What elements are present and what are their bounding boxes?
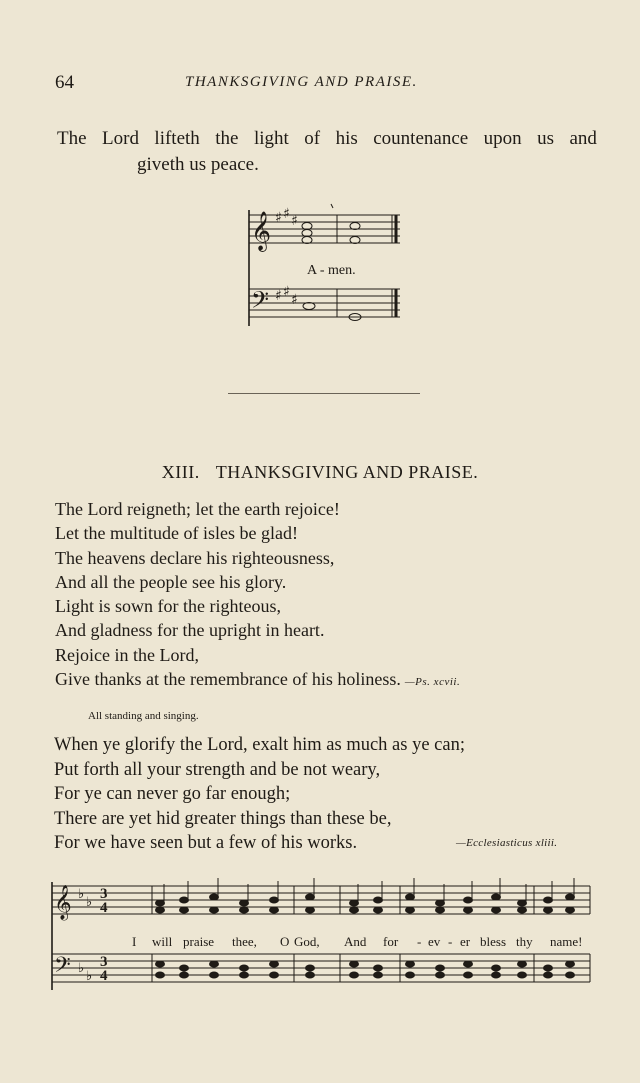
note-head bbox=[406, 972, 415, 978]
note-head bbox=[306, 907, 315, 913]
note-head bbox=[210, 961, 219, 967]
note-head bbox=[306, 965, 315, 971]
bass-clef-icon: 𝄢 bbox=[54, 953, 71, 983]
note-head bbox=[492, 907, 501, 913]
note-head bbox=[464, 897, 473, 903]
sharp-icon: ♯ bbox=[275, 288, 282, 304]
ecclesiasticus-line: For we have seen but a few of his works. bbox=[54, 833, 358, 853]
note-head bbox=[240, 972, 249, 978]
hymn-lyric-syllable: I bbox=[132, 934, 137, 949]
sharp-icon: ♯ bbox=[275, 210, 282, 226]
hymn-lyric-syllable: ev bbox=[428, 934, 441, 949]
psalm-line: Rejoice in the Lord, bbox=[55, 644, 199, 665]
note-head bbox=[518, 900, 527, 906]
note-head bbox=[210, 894, 219, 900]
time-signature-bottom: 4 bbox=[100, 900, 108, 916]
hymn-lyric-syllable: thy bbox=[516, 934, 533, 949]
intro-verse bbox=[57, 126, 597, 178]
time-signature-top: 3 bbox=[100, 954, 108, 970]
note-head bbox=[350, 907, 359, 913]
note-head bbox=[180, 907, 189, 913]
intro-verse-word: of bbox=[304, 128, 321, 149]
note-head bbox=[156, 907, 165, 913]
note-head bbox=[518, 961, 527, 967]
ecclesiasticus-line: Put forth all your strength and be not weary, bbox=[54, 759, 381, 780]
ecclesiasticus-line: When ye glorify the Lord, exalt him as much as ye can; bbox=[54, 735, 465, 755]
bass-clef-icon: 𝄢 bbox=[251, 286, 270, 319]
intro-verse-word: lifteth bbox=[154, 128, 200, 149]
hymn-lyric-syllable: - bbox=[448, 934, 453, 949]
intro-verse-word: us bbox=[537, 128, 555, 149]
flat-icon: ♭ bbox=[78, 887, 85, 902]
intro-verse-line-2: giveth us peace. bbox=[137, 154, 259, 175]
intro-verse-word: countenance bbox=[373, 128, 469, 149]
intro-verse-word: upon bbox=[483, 128, 522, 149]
note-head bbox=[544, 972, 553, 978]
flat-icon: ♭ bbox=[78, 961, 85, 976]
section-title: THANKSGIVING AND PRAISE. bbox=[215, 462, 479, 482]
intro-verse-word: The bbox=[57, 128, 87, 149]
time-signature-bottom: 4 bbox=[100, 968, 108, 984]
hymn-lyric-syllable: name! bbox=[550, 934, 583, 949]
ecclesiasticus-line: There are yet hid greater things than these be, bbox=[54, 808, 392, 829]
intro-verse-word: light bbox=[253, 128, 289, 149]
note-head bbox=[406, 961, 415, 967]
note-head bbox=[464, 972, 473, 978]
note-head bbox=[518, 907, 527, 913]
note-head bbox=[436, 965, 445, 971]
psalm-line: And gladness for the upright in heart. bbox=[55, 620, 325, 641]
psalm-line: The Lord reigneth; let the earth rejoice! bbox=[55, 499, 340, 519]
psalm-line: The heavens declare his righteousness, bbox=[55, 547, 335, 568]
psalm-line: Light is sown for the righteous, bbox=[55, 596, 281, 617]
amen-lyric: A - men. bbox=[307, 263, 356, 278]
intro-verse-word: his bbox=[335, 128, 358, 149]
running-title: THANKSGIVING AND PRAISE. bbox=[185, 74, 418, 90]
hymn-lyric-syllable: - bbox=[417, 934, 422, 949]
note-head bbox=[566, 907, 575, 913]
sharp-icon: ♯ bbox=[291, 292, 298, 308]
note-head bbox=[240, 965, 249, 971]
intro-verse-word: and bbox=[569, 128, 597, 149]
hymn-lyric-syllable: for bbox=[383, 934, 399, 949]
treble-staff bbox=[52, 886, 590, 914]
note-head bbox=[210, 972, 219, 978]
note-head bbox=[566, 894, 575, 900]
note-head bbox=[156, 972, 165, 978]
note-head bbox=[518, 972, 527, 978]
section-number: XIII. bbox=[161, 462, 200, 482]
hymn-lyric-syllable: God, bbox=[294, 934, 320, 949]
treble-clef-icon: 𝄞 bbox=[251, 211, 272, 251]
section-heading bbox=[0, 462, 640, 483]
ecclesiasticus-citation: —Ecclesiasticus xliii. bbox=[456, 837, 558, 849]
hymn-lyric-syllable: bless bbox=[480, 934, 506, 949]
note-head bbox=[350, 961, 359, 967]
note-head bbox=[270, 907, 279, 913]
psalm-line: And all the people see his glory. bbox=[55, 571, 287, 592]
note-head bbox=[544, 907, 553, 913]
note-head bbox=[544, 965, 553, 971]
note-head bbox=[436, 900, 445, 906]
amen-music-score bbox=[245, 200, 415, 330]
note-head bbox=[374, 907, 383, 913]
note-head bbox=[156, 961, 165, 967]
note-head bbox=[350, 900, 359, 906]
note-head bbox=[566, 972, 575, 978]
note-head bbox=[350, 972, 359, 978]
note-head bbox=[180, 897, 189, 903]
note-head bbox=[306, 972, 315, 978]
note-head bbox=[566, 961, 575, 967]
bass-staff bbox=[249, 289, 400, 317]
hymn-music-score bbox=[48, 876, 596, 996]
hymn-lyric-syllable: And bbox=[344, 934, 367, 949]
treble-clef-icon: 𝄞 bbox=[54, 885, 72, 920]
note-head bbox=[492, 894, 501, 900]
bass-staff bbox=[52, 954, 590, 982]
hymn-lyric-syllable: er bbox=[460, 934, 471, 949]
note-head bbox=[374, 972, 383, 978]
note-head bbox=[492, 965, 501, 971]
note-head bbox=[464, 961, 473, 967]
note-head bbox=[180, 965, 189, 971]
psalm-citation: —Ps. xcvii. bbox=[404, 676, 461, 689]
note-head bbox=[492, 972, 501, 978]
sharp-icon: ♯ bbox=[283, 284, 290, 300]
running-header bbox=[55, 72, 595, 96]
note-head bbox=[210, 907, 219, 913]
intro-verse-line-1 bbox=[57, 126, 597, 152]
rubric: All standing and singing. bbox=[88, 710, 199, 722]
flat-icon: ♭ bbox=[86, 969, 93, 984]
note-head bbox=[406, 907, 415, 913]
note-head bbox=[374, 897, 383, 903]
psalm-line: Let the multitude of isles be glad! bbox=[55, 523, 298, 544]
note-head bbox=[436, 972, 445, 978]
hymn-lyric-syllable: thee, bbox=[232, 934, 257, 949]
intro-verse-word: the bbox=[215, 128, 239, 149]
flat-icon: ♭ bbox=[86, 895, 93, 910]
section-divider bbox=[228, 393, 420, 394]
hymn-lyrics bbox=[132, 934, 582, 949]
note-head bbox=[270, 961, 279, 967]
psalm-line-last bbox=[55, 667, 615, 694]
page-number: 64 bbox=[55, 72, 74, 93]
note-head bbox=[270, 897, 279, 903]
note-head bbox=[544, 897, 553, 903]
note-head bbox=[240, 900, 249, 906]
note-head bbox=[240, 907, 249, 913]
note-head bbox=[306, 894, 315, 900]
note-head bbox=[374, 965, 383, 971]
time-signature-top: 3 bbox=[100, 886, 108, 902]
note-head bbox=[406, 894, 415, 900]
note-head bbox=[436, 907, 445, 913]
psalm-text bbox=[55, 497, 615, 694]
note-head bbox=[270, 972, 279, 978]
hymn-lyric-syllable: praise bbox=[183, 934, 215, 949]
psalm-line-text: Give thanks at the remembrance of his holiness. bbox=[55, 669, 401, 690]
hymn-lyric-syllable: O bbox=[280, 934, 290, 949]
sharp-icon: ♯ bbox=[291, 213, 298, 229]
ecclesiasticus-line: For ye can never go far enough; bbox=[54, 784, 291, 804]
note-head bbox=[156, 900, 165, 906]
treble-staff bbox=[249, 215, 400, 243]
hymn-lyric-syllable: will bbox=[152, 934, 173, 949]
intro-verse-word: Lord bbox=[102, 128, 139, 149]
sharp-icon: ♯ bbox=[283, 206, 290, 222]
note-head bbox=[180, 972, 189, 978]
note-head bbox=[464, 907, 473, 913]
